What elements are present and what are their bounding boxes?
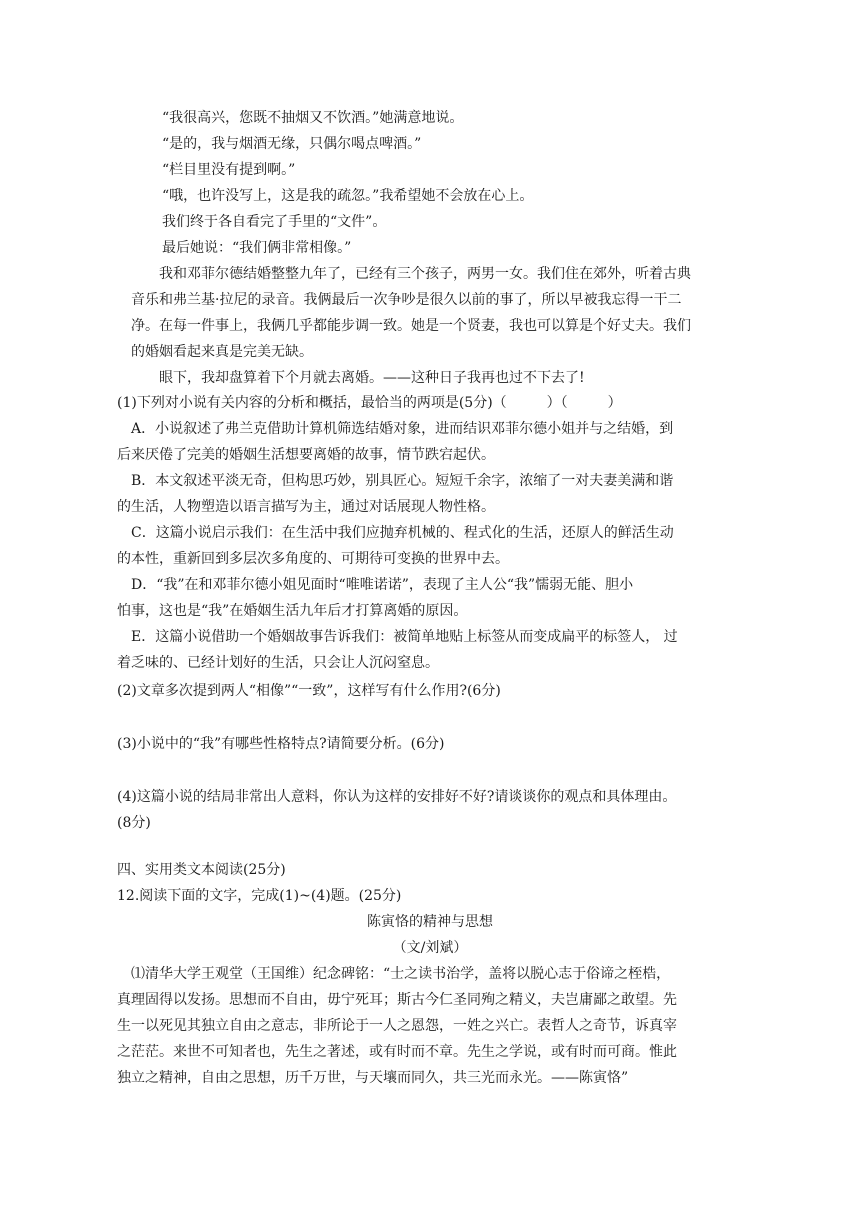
option-c: C．这篇小说启示我们：在生活中我们应抛弃机械的、程式化的生活，还原人的鲜活生动 — [131, 525, 674, 541]
dialogue-line: 我们终于各自看完了手里的“文件”。 — [162, 214, 387, 230]
question-4-cont: (8分) — [117, 815, 151, 831]
option-b-cont: 的生活，人物塑造以语言描写为主，通过对话展现人物性格。 — [117, 499, 495, 515]
article-byline: （文/刘斌） — [392, 940, 468, 956]
option-e-cont: 着乏味的、已经计划好的生活，只会让人沉闷窒息。 — [117, 655, 439, 671]
paragraph-line: 眼下，我却盘算着下个月就去离婚。——这种日子我再也过不下去了! — [159, 370, 585, 386]
dialogue-line: 最后她说：“我们俩非常相像。” — [162, 240, 352, 256]
option-a: A．小说叙述了弗兰克借助计算机筛选结婚对象，进而结识邓菲尔德小姐并与之结婚，到 — [131, 421, 674, 437]
question-12: 12.阅读下面的文字，完成(1)~(4)题。(25分) — [117, 888, 402, 904]
article-paragraph-line: 之茫茫。来世不可知者也，先生之著述，或有时而不章。先生之学说，或有时而可商。惟此 — [117, 1044, 677, 1060]
question-4: (4)这篇小说的结局非常出人意料，你认为这样的安排好不好?请谈谈你的观点和具体理由。 — [117, 789, 677, 805]
question-1-stem: (1)下列对小说有关内容的分析和概括，最恰当的两项是(5分)（ ）（ ） — [117, 395, 622, 411]
option-d: D．“我”在和邓菲尔德小姐见面时“唯唯诺诺”，表现了主人公“我”懦弱无能、胆小 — [131, 577, 634, 593]
dialogue-line: “是的，我与烟酒无缘，只偶尔喝点啤酒。” — [162, 136, 422, 152]
option-b: B．本文叙述平淡无奇，但构思巧妙，别具匠心。短短千余字，浓缩了一对夫妻美满和谐 — [131, 473, 674, 489]
dialogue-line: “哦，也许没写上，这是我的疏忽。”我希望她不会放在心上。 — [162, 188, 534, 204]
question-3: (3)小说中的“我”有哪些性格特点?请简要分析。(6分) — [117, 736, 445, 752]
option-e: E．这篇小说借助一个婚姻故事告诉我们：被简单地贴上标签从而变成扁平的标签人， 过 — [131, 629, 678, 645]
dialogue-line: “栏目里没有提到啊。” — [162, 162, 296, 178]
question-2: (2)文章多次提到两人“相像”“一致”，这样写有什么作用?(6分) — [117, 683, 501, 699]
paragraph-line: 的婚姻看起来真是完美无缺。 — [131, 344, 313, 360]
option-a-cont: 后来厌倦了完美的婚姻生活想要离婚的故事，情节跌宕起伏。 — [117, 447, 495, 463]
article-paragraph-line: 独立之精神，自由之思想，历千万世，与天壤而同久，共三光而永光。——陈寅恪” — [117, 1070, 629, 1086]
article-paragraph-line: 真理固得以发扬。思想而不自由，毋宁死耳；斯古今仁圣同殉之精义，夫岂庸鄙之敢望。先 — [117, 992, 677, 1008]
article-title: 陈寅恪的精神与思想 — [367, 914, 493, 930]
option-c-cont: 的本性，重新回到多层次多角度的、可期待可变换的世界中去。 — [117, 551, 509, 567]
paragraph-line: 净。在每一件事上，我俩几乎都能步调一致。她是一个贤妻，我也可以算是个好丈夫。我们 — [131, 318, 691, 334]
section-heading: 四、实用类文本阅读(25分) — [117, 862, 286, 878]
option-d-cont: 怕事，这也是“我”在婚姻生活九年后才打算离婚的原因。 — [117, 603, 468, 619]
paragraph-line: 我和邓菲尔德结婚整整九年了，已经有三个孩子，两男一女。我们住在郊外，听着古典 — [159, 266, 691, 282]
paragraph-line: 音乐和弗兰基·拉尼的录音。我俩最后一次争吵是很久以前的事了，所以早被我忘得一干二 — [131, 292, 682, 308]
dialogue-line: “我很高兴，您既不抽烟又不饮酒。”她满意地说。 — [162, 110, 464, 126]
article-paragraph-line: 生一以死见其独立自由之意志，非所论于一人之恩怨，一姓之兴亡。表哲人之奇节，诉真宰 — [117, 1018, 677, 1034]
article-paragraph-line: ⑴清华大学王观堂（王国维）纪念碑铭：“士之读书治学，盖将以脱心志于俗谛之桎梏， — [131, 966, 671, 982]
